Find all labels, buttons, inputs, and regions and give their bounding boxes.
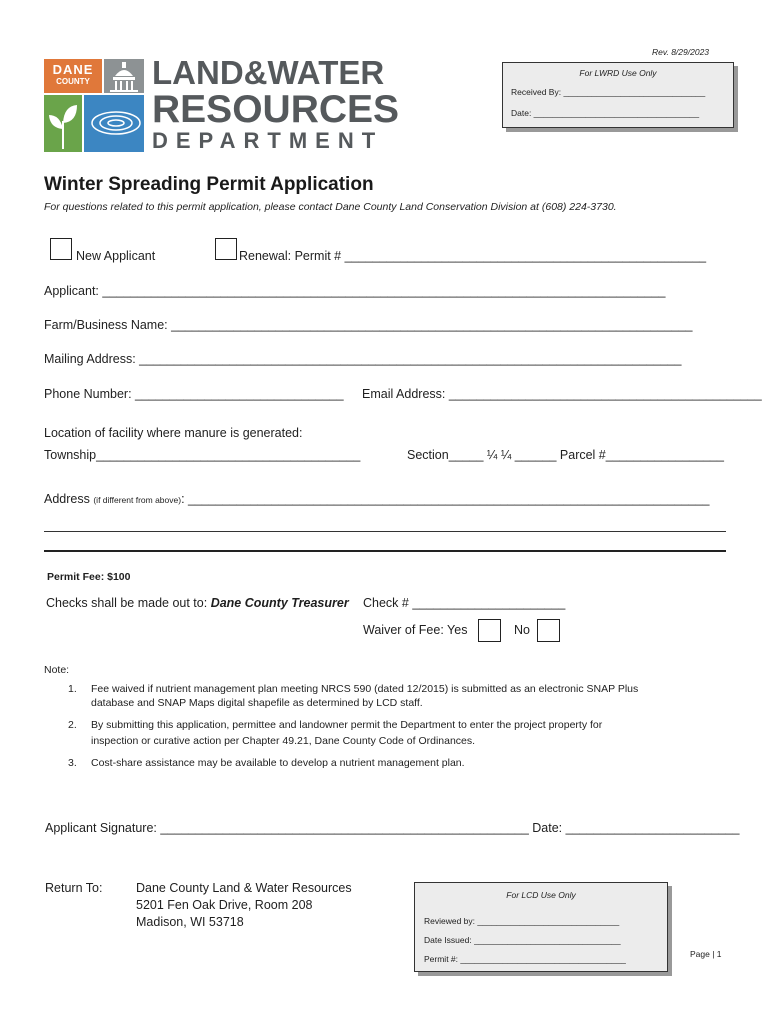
note-text: database and SNAP Maps digital shapefile as determined by LCD staff. xyxy=(91,697,423,709)
return-to-label: Return To: xyxy=(45,881,103,895)
lcd-use-only-box xyxy=(414,882,668,972)
location-label: Location of facility where manure is generated: xyxy=(44,426,303,440)
checks-payee: Dane County Treasurer xyxy=(210,596,349,610)
received-by-field: Received By: ______________________________ xyxy=(511,87,706,97)
waiver-yes-label: Waiver of Fee: Yes xyxy=(363,623,468,637)
county-label: COUNTY xyxy=(56,77,90,86)
page-number: Page | 1 xyxy=(690,949,722,959)
return-address-line1: Dane County Land & Water Resources xyxy=(136,881,352,895)
note-text: inspection or curative action per Chapter 49.21, Dane County Code of Ordinances. xyxy=(91,735,476,747)
note-text: Fee waived if nutrient management plan meeting NRCS 590 (dated 12/2015) is submitted as an electronic SNAP Plus xyxy=(91,683,639,695)
leaf-icon xyxy=(44,95,82,152)
date-issued-field: Date Issued: _______________________________ xyxy=(424,935,621,945)
note-number: 1. xyxy=(68,683,77,695)
new-applicant-label: New Applicant xyxy=(76,249,156,263)
page-subtitle: For questions related to this permit application, please contact Dane County Land Conservation Division at (608) 224-3730. xyxy=(44,201,617,213)
lcd-box-title: For LCD Use Only xyxy=(506,890,576,900)
note-number: 3. xyxy=(68,757,77,769)
page-title: Winter Spreading Permit Application xyxy=(44,174,374,195)
address-line: : ___________________________________________________________________________ xyxy=(181,492,710,506)
dane-label: DANE xyxy=(52,62,94,77)
township-field[interactable]: Township______________________________________ xyxy=(44,448,361,462)
logo-line-department: DEPARTMENT xyxy=(152,128,384,153)
revision-date: Rev. 8/29/2023 xyxy=(652,47,710,57)
section-divider xyxy=(44,550,726,552)
checks-prefix: Checks shall be made out to: xyxy=(46,596,211,610)
lwrd-date-field: Date: ___________________________________ xyxy=(511,108,700,118)
note-number: 2. xyxy=(68,719,77,731)
farm-business-field[interactable]: Farm/Business Name: ___________________________________________________________________________ xyxy=(44,318,693,332)
mailing-address-field[interactable]: Mailing Address: ______________________________________________________________________________ xyxy=(44,352,682,366)
check-number-field[interactable]: Check # ______________________ xyxy=(363,596,566,610)
waiver-no-label: No xyxy=(514,623,530,637)
lwrd-use-only-box xyxy=(502,62,734,128)
capitol-dome-icon xyxy=(104,59,144,93)
applicant-field[interactable]: Applicant: _________________________________________________________________________________ xyxy=(44,284,666,298)
new-applicant-checkbox[interactable] xyxy=(50,238,72,260)
waiver-no-checkbox[interactable] xyxy=(537,619,560,642)
applicant-signature-field[interactable]: Applicant Signature: _____________________________________________________ Date: _________________________ xyxy=(45,821,740,835)
address-label: Address xyxy=(44,492,90,506)
address-continuation-line[interactable] xyxy=(44,531,726,532)
dane-county-badge xyxy=(44,59,102,93)
renewal-permit-field[interactable]: Renewal: Permit # ____________________________________________________ xyxy=(239,249,707,263)
waiver-yes-checkbox[interactable] xyxy=(478,619,501,642)
renewal-checkbox[interactable] xyxy=(215,238,237,260)
reviewed-by-field: Reviewed by: ______________________________ xyxy=(424,916,620,926)
logo-line-land-water: LAND&WATER xyxy=(152,54,385,91)
permit-number-field: Permit #: ___________________________________ xyxy=(424,954,626,964)
section-parcel-field[interactable]: Section_____ ¼ ¼ ______ Parcel #_________________ xyxy=(407,448,724,462)
alternate-address-field[interactable] xyxy=(44,492,709,506)
note-text: By submitting this application, permittee and landowner permit the Department to enter the project property for xyxy=(91,719,603,731)
return-address-line2: 5201 Fen Oak Drive, Room 208 xyxy=(136,898,313,912)
permit-fee-label: Permit Fee: $100 xyxy=(47,571,131,583)
note-heading: Note: xyxy=(44,664,70,676)
logo-line-resources: RESOURCES xyxy=(152,88,400,131)
phone-number-field[interactable]: Phone Number: ______________________________ xyxy=(44,387,344,401)
note-text: Cost-share assistance may be available to develop a nutrient management plan. xyxy=(91,757,465,769)
water-ripple-icon xyxy=(84,95,144,152)
return-address-line3: Madison, WI 53718 xyxy=(136,915,244,929)
lwrd-box-title: For LWRD Use Only xyxy=(579,68,657,78)
address-note: (if different from above) xyxy=(93,495,182,505)
email-address-field[interactable]: Email Address: _____________________________________________ xyxy=(362,387,762,401)
checks-payable-text xyxy=(46,596,349,610)
